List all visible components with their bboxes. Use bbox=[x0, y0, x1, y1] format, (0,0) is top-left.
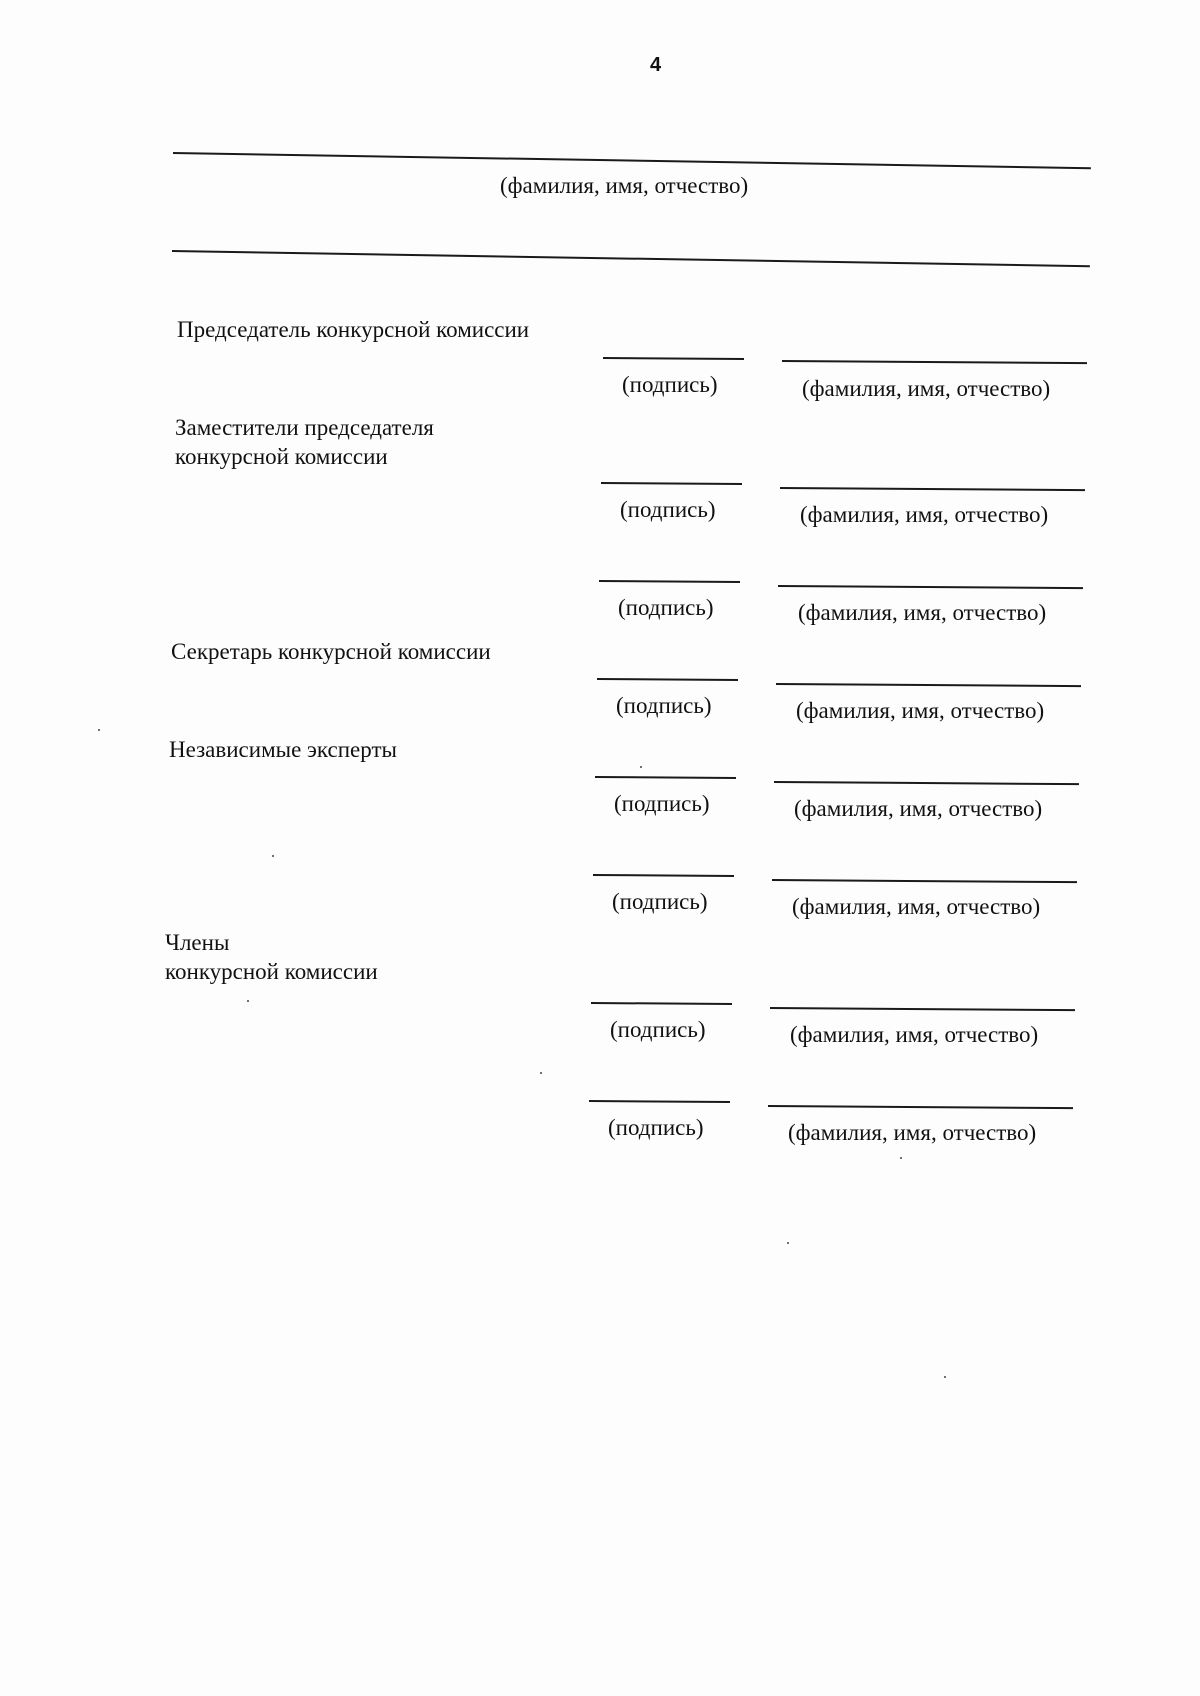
name-label: (фамилия, имя, отчество) bbox=[788, 1120, 1037, 1145]
name-line bbox=[774, 781, 1079, 785]
signature-line bbox=[595, 776, 736, 779]
scan-speck bbox=[272, 855, 274, 857]
scan-speck bbox=[944, 1376, 946, 1378]
name-line bbox=[772, 879, 1077, 883]
top-fill-line-1 bbox=[173, 152, 1091, 169]
role-members-line-1: Члены bbox=[165, 930, 230, 955]
name-line bbox=[778, 585, 1083, 589]
name-label: (фамилия, имя, отчество) bbox=[796, 698, 1045, 723]
signature-label: (подпись) bbox=[614, 791, 710, 816]
signature-line bbox=[591, 1002, 732, 1005]
signature-label: (подпись) bbox=[620, 497, 716, 522]
role-secretary: Секретарь конкурсной комиссии bbox=[171, 639, 491, 664]
scan-speck bbox=[247, 1000, 249, 1002]
signature-label: (подпись) bbox=[622, 372, 718, 397]
signature-line bbox=[589, 1100, 730, 1103]
name-label: (фамилия, имя, отчество) bbox=[802, 376, 1051, 401]
signature-line bbox=[603, 357, 744, 360]
name-label: (фамилия, имя, отчество) bbox=[798, 600, 1047, 625]
scan-speck bbox=[98, 729, 100, 731]
signature-line bbox=[599, 580, 740, 583]
name-line bbox=[776, 683, 1081, 687]
scan-speck bbox=[900, 1157, 902, 1159]
name-line bbox=[770, 1007, 1075, 1011]
signature-label: (подпись) bbox=[610, 1017, 706, 1042]
role-chairman: Председатель конкурсной комиссии bbox=[177, 317, 530, 342]
signature-line bbox=[593, 874, 734, 877]
role-members bbox=[165, 928, 378, 986]
top-name-caption: (фамилия, имя, отчество) bbox=[500, 173, 749, 198]
signature-label: (подпись) bbox=[616, 693, 712, 718]
role-deputies bbox=[175, 413, 434, 471]
top-fill-line-2 bbox=[172, 250, 1090, 267]
signature-label: (подпись) bbox=[618, 595, 714, 620]
role-experts: Независимые эксперты bbox=[169, 737, 397, 762]
signature-line bbox=[601, 482, 742, 485]
signature-label: (подпись) bbox=[608, 1115, 704, 1140]
page-number: 4 bbox=[650, 54, 662, 76]
role-deputies-line-1: Заместители председателя bbox=[175, 415, 434, 440]
name-label: (фамилия, имя, отчество) bbox=[792, 894, 1041, 919]
signature-line bbox=[597, 678, 738, 681]
name-line bbox=[782, 360, 1087, 364]
scan-speck bbox=[640, 766, 642, 768]
scan-speck bbox=[787, 1242, 789, 1244]
name-line bbox=[780, 487, 1085, 491]
signature-label: (подпись) bbox=[612, 889, 708, 914]
role-members-line-2: конкурсной комиссии bbox=[165, 959, 378, 984]
name-label: (фамилия, имя, отчество) bbox=[794, 796, 1043, 821]
scan-speck bbox=[540, 1072, 542, 1074]
name-line bbox=[768, 1105, 1073, 1109]
name-label: (фамилия, имя, отчество) bbox=[790, 1022, 1039, 1047]
name-label: (фамилия, имя, отчество) bbox=[800, 502, 1049, 527]
role-deputies-line-2: конкурсной комиссии bbox=[175, 444, 388, 469]
